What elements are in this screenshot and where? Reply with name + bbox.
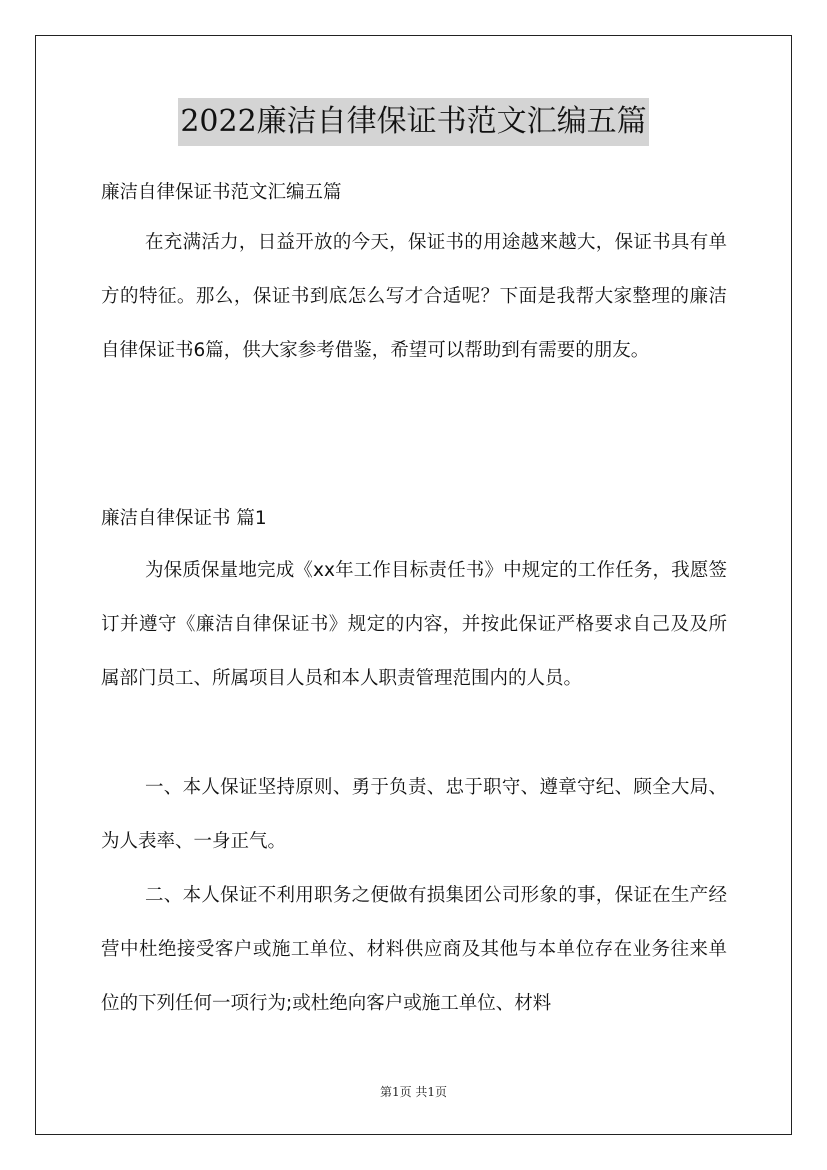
intro-paragraph: 在充满活力，日益开放的今天，保证书的用途越来越大，保证书具有单方的特征。那么，保证书到底怎么写才合适呢？下面是我帮大家整理的廉洁自律保证书6篇，供大家参考借鉴，希望可以帮助到有需要的朋友。 <box>101 232 727 361</box>
section-paragraph-3: 二、本人保证不利用职务之便做有损集团公司形象的事，保证在生产经营中杜绝接受客户或施工单位、材料供应商及其他与本单位存在业务往来单位的下列任何一项行为;或杜绝向客户或施工单位、材料 <box>101 885 727 1014</box>
section-paragraph-1: 为保质保量地完成《xx年工作目标责任书》中规定的工作任务，我愿签订并遵守《廉洁自律保证书》规定的内容，并按此保证严格要求自己及及所属部门员工、所属项目人员和本人职责管理范围内的人员。 <box>101 560 727 689</box>
document-title: 2022廉洁自律保证书范文汇编五篇 <box>178 98 648 146</box>
section-heading: 廉洁自律保证书 篇1 <box>101 508 267 529</box>
title-container <box>0 98 827 146</box>
section-paragraph-2: 一、本人保证坚持原则、勇于负责、忠于职守、遵章守纪、顾全大局、为人表率、一身正气。 <box>101 777 727 852</box>
page-footer: 第1页 共1页 <box>379 1085 448 1099</box>
subtitle-heading: 廉洁自律保证书范文汇编五篇 <box>101 182 342 203</box>
